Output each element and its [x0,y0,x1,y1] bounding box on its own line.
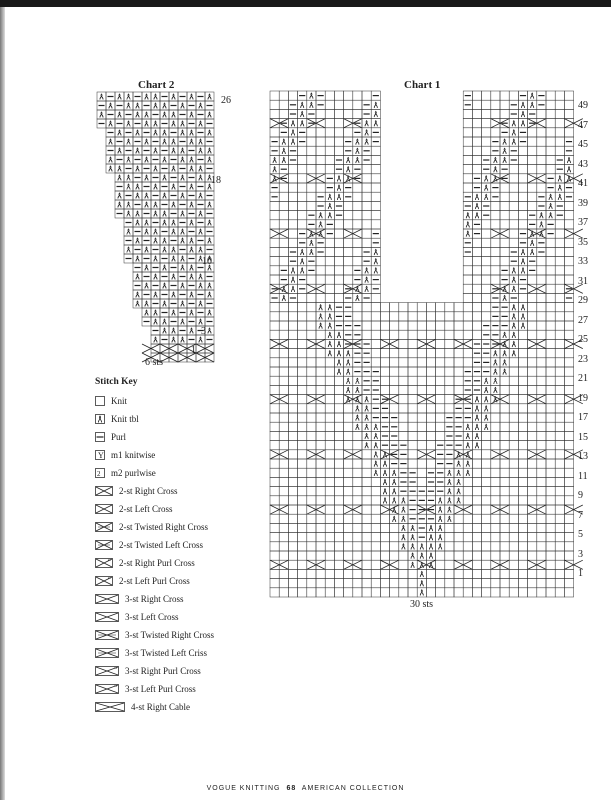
chart1-width-note: 30 sts [410,599,434,610]
stitch-key-item [95,608,214,626]
stitch-key-label: 3-st Twisted Right Cross [125,630,214,640]
stitch-key-item [95,428,214,446]
chart1-row-label: 35 [578,236,588,248]
chart1-row-label: 49 [578,100,588,111]
stitch-key-item [95,698,214,716]
stitch-key-label: Knit [111,396,128,406]
chart1-row-label: 39 [578,197,588,209]
stitch-key-item [95,446,214,464]
cross-3st-right-icon [95,594,119,604]
twisted-2st-right-icon [95,522,113,532]
stitch-key-item [95,662,214,680]
stitch-key-label: m1 knitwise [111,450,156,460]
page-footer [0,785,611,792]
stitch-key-label: 2-st Right Cross [119,486,178,496]
purl-cross-3st-left-icon [95,684,119,694]
stitch-key-label: Knit tbl [111,414,139,424]
chart1-row-label: 37 [578,217,588,228]
chart1-row-label: 47 [578,119,588,131]
chart1-row-label: 19 [578,392,588,404]
knit-icon [95,396,105,406]
stitch-key-item [95,644,214,662]
m1-knitwise-icon [95,450,105,460]
chart2-row-label: 26 [221,95,231,106]
chart2-row-label: 18 [211,175,221,186]
chart1-row-label: 9 [578,490,583,501]
stitch-key-item [95,464,214,482]
chart1-row-label: 25 [578,334,588,345]
purl-icon [95,432,105,442]
chart1-row-label: 3 [578,548,583,560]
stitch-key-label: 3-st Right Purl Cross [125,666,201,676]
stitch-key-label: m2 purlwise [111,468,156,478]
stitch-key-label: 3-st Twisted Left Criss [125,648,207,658]
stitch-key-item [95,554,214,572]
stitch-key-label: Purl [111,432,127,442]
purl-cross-2st-right-icon [95,558,113,568]
chart1-row-label: 23 [578,353,588,365]
stitch-key-label: 3-st Right Cross [125,594,184,604]
cross-2st-right-icon [95,486,113,496]
twisted-3st-right-icon [95,630,119,640]
chart1-row-label: 11 [578,470,588,482]
stitch-key-item [95,392,214,410]
chart2-row-label: 1 [191,345,196,356]
chart2-width-note: 6 sts [145,357,164,368]
chart1-title: Chart 1 [404,79,441,91]
stitch-key-item [95,482,214,500]
chart1-row-label: 21 [578,373,588,384]
svg-text:Y: Y [98,451,104,460]
cross-2st-left-icon [95,504,113,514]
stitch-key-label: 2-st Left Purl Cross [119,576,190,586]
stitch-key-item [95,626,214,644]
chart1-row-label: 45 [578,139,588,150]
stitch-key-label: 4-st Right Cable [131,702,190,712]
stitch-key-label: 3-st Left Purl Cross [125,684,196,694]
stitch-key-item [95,500,214,518]
chart1-row-label: 15 [578,431,588,443]
stitch-key-label: 2-st Left Cross [119,504,173,514]
chart1-row-label: 41 [578,178,588,189]
chart1-row-label: 1 [578,568,583,579]
purl-cross-3st-right-icon [95,666,119,676]
cross-3st-left-icon [95,612,119,622]
stitch-key-label: 3-st Left Cross [125,612,179,622]
m2-purlwise-icon [95,468,105,478]
chart1-row-label: 29 [578,295,588,306]
chart2-row-label: 3 [201,326,206,337]
footer-magazine: VOGUE KNITTING [206,785,281,792]
stitch-key-item [95,680,214,698]
twisted-3st-left-icon [95,648,119,658]
chart2-title: Chart 2 [138,79,175,91]
chart1-row-label: 17 [578,412,588,423]
chart1-row-label: 33 [578,256,588,267]
footer-page-number: 68 [286,785,297,792]
footer-section: AMERICAN COLLECTION [301,785,405,792]
stitch-key-item [95,572,214,590]
stitch-key-label: 2-st Twisted Right Cross [119,522,208,532]
cable-4st-right-icon [95,702,125,712]
chart1-row-label: 27 [578,314,588,326]
stitch-key-item [95,410,214,428]
chart1-row-label: 7 [578,509,583,521]
svg-text:2: 2 [97,470,101,478]
knit-tbl-icon [95,414,105,424]
twisted-2st-left-icon [95,540,113,550]
purl-cross-2st-left-icon [95,576,113,586]
stitch-key-item [95,590,214,608]
chart2-row-label: 10 [202,256,212,267]
chart1-row-label: 13 [578,451,588,462]
chart1-row-label: 43 [578,158,588,170]
stitch-key-label: 2-st Right Purl Cross [119,558,195,568]
stitch-key-item [95,536,214,554]
chart1-row-label: 5 [578,529,583,540]
stitch-key-list [95,392,214,716]
chart1-row-label: 31 [578,275,588,287]
stitch-key-item [95,518,214,536]
stitch-key-label: 2-st Twisted Left Cross [119,540,203,550]
stitch-key-title: Stitch Key [95,377,138,387]
